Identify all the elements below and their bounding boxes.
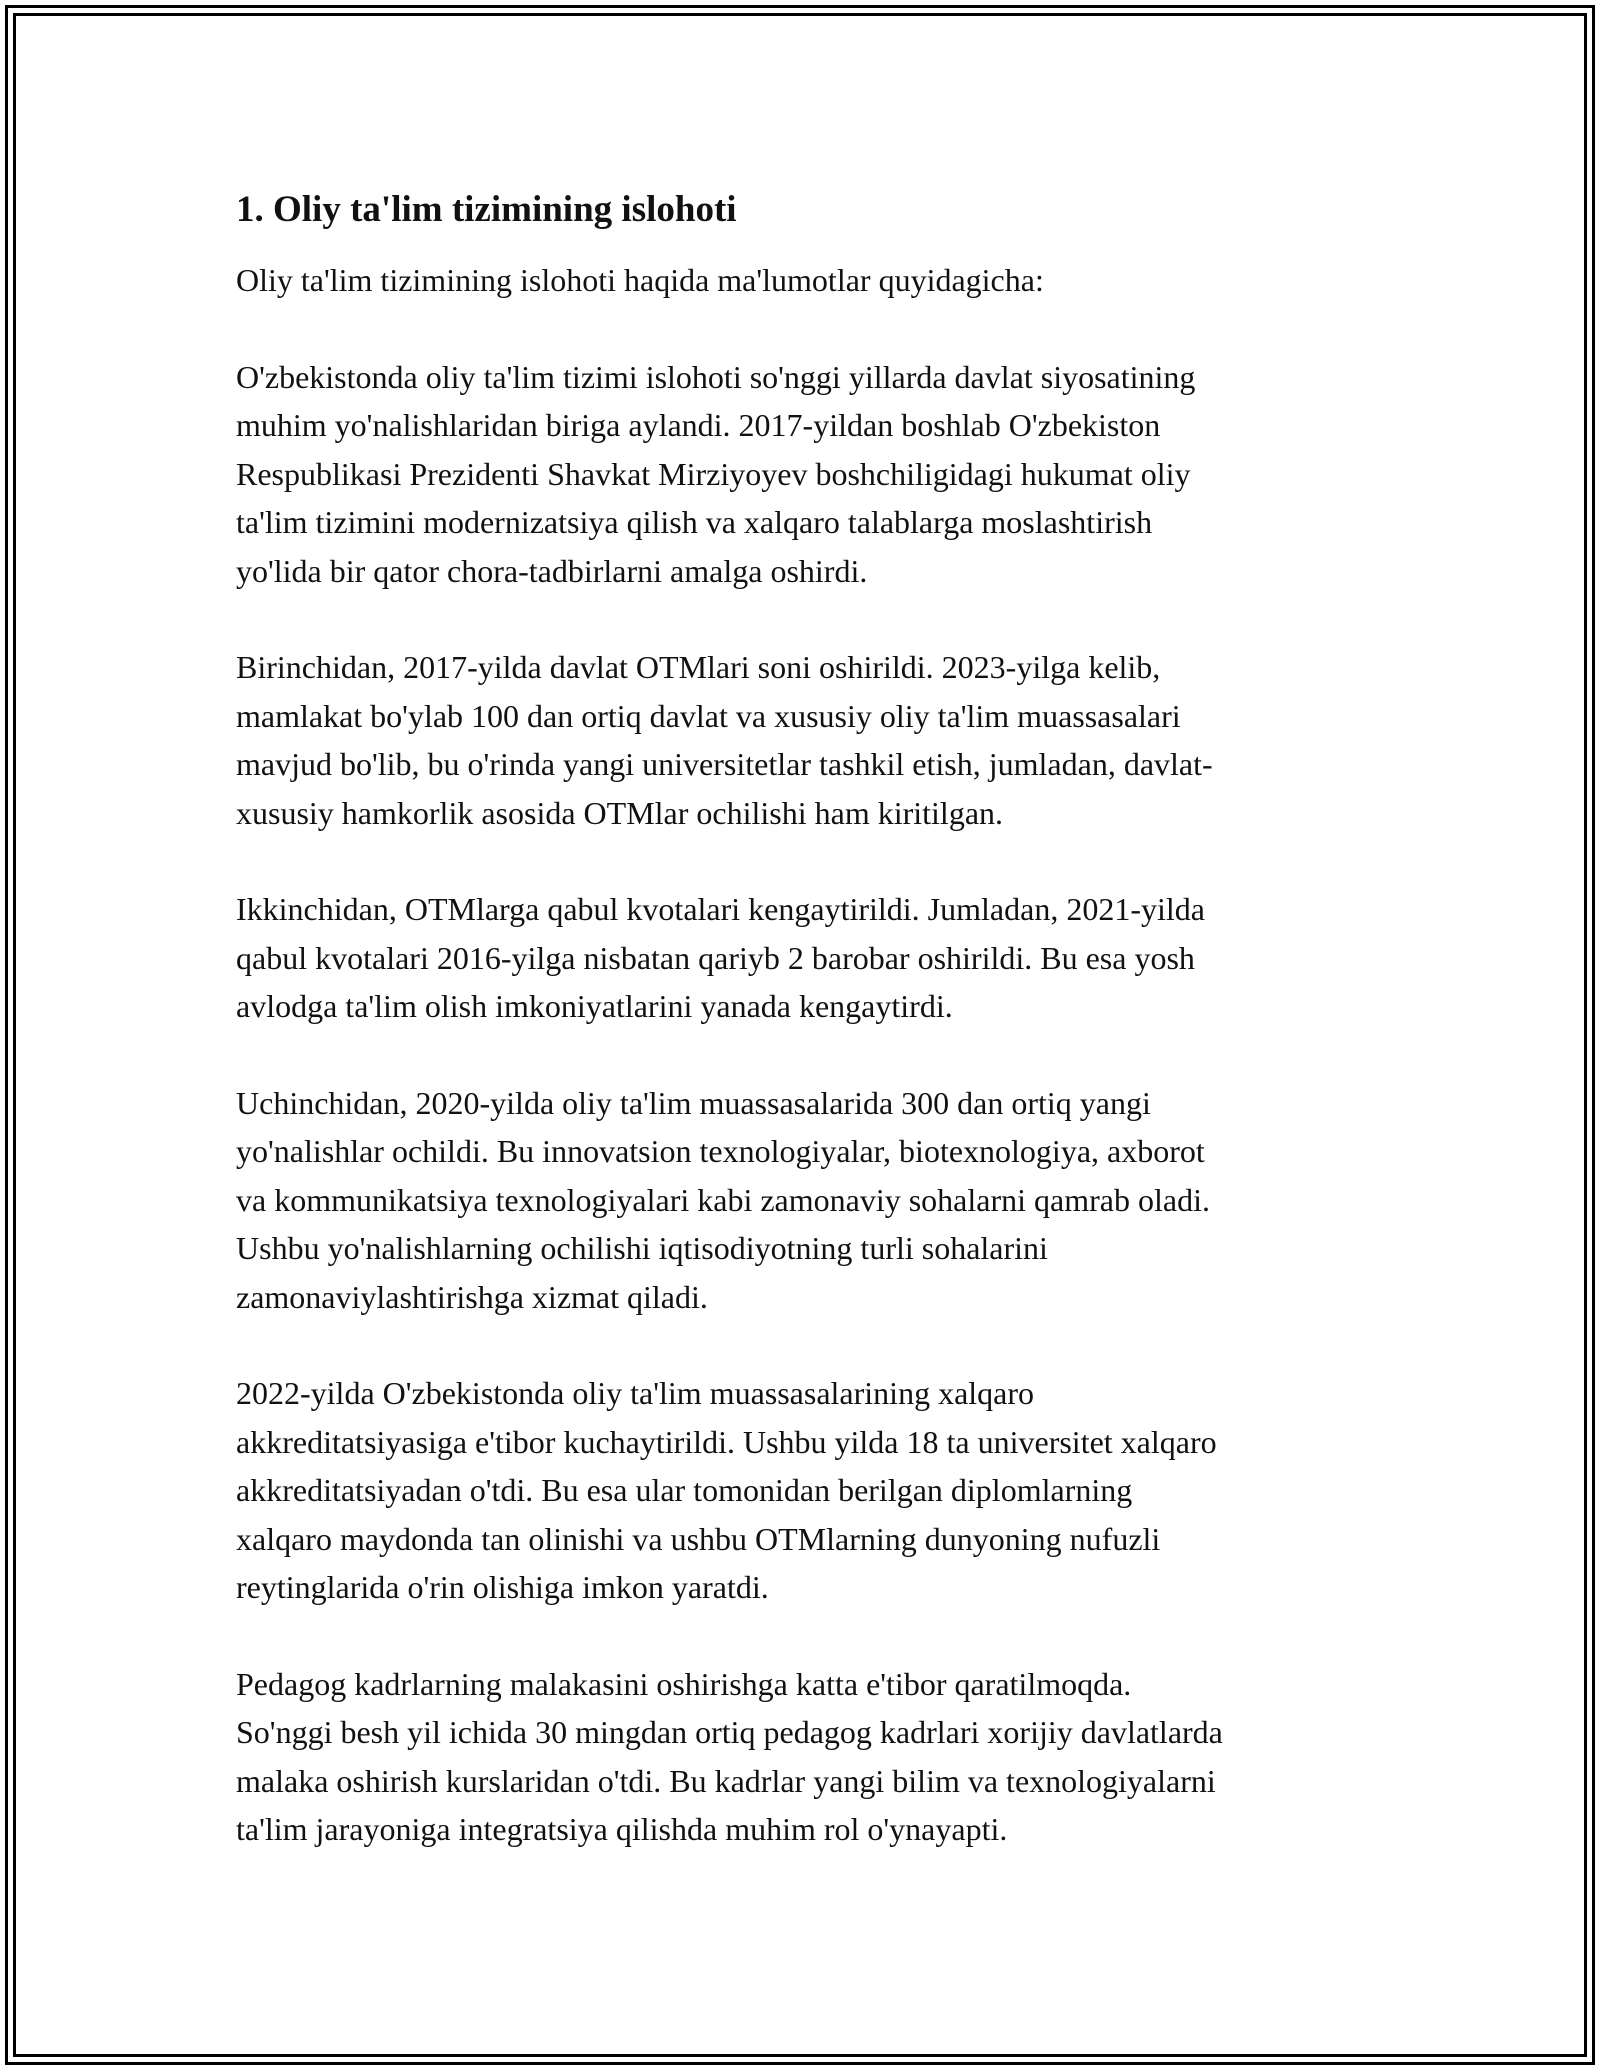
section-heading: 1. Oliy ta'lim tizimining islohoti xyxy=(236,189,737,230)
paragraph-overview: O'zbekistonda oliy ta'lim tizimi islohoti so'nggi yillarda davlat siyosatining muhim yo'nalishlaridan biriga aylandi. 2017-yildan boshlab O'zbekiston Respublikasi Prezidenti Shavkat Mirziyoyev boshchiligidagi hukumat oliy ta'lim tizimini modernizatsiya qilish va xalqaro talablarga moslashtirish yo'lida bir qator chora-tadbirlarni amalga oshirdi. xyxy=(236,358,1196,589)
paragraph-third: Uchinchidan, 2020-yilda oliy ta'lim muassasalarida 300 dan ortiq yangi yo'nalishlar ochildi. Bu innovatsion texnologiyalar, biotexnologiya, axborot va kommunikatsiya texnologiyalari kabi zamonaviy sohalarni qamrab oladi. Ushbu yo'nalishlarning ochilishi iqtisodiyotning turli sohalarini zamonaviylashtirishga xizmat qiladi. xyxy=(236,1084,1210,1315)
paragraph-second: Ikkinchidan, OTMlarga qabul kvotalari kengaytirildi. Jumladan, 2021-yilda qabul kvotalari 2016-yilga nisbatan qariyb 2 barobar oshirildi. Bu esa yosh avlodga ta'lim olish imkoniyatlarini yanada kengaytirdi. xyxy=(236,891,1205,1024)
paragraph-intro: Oliy ta'lim tizimining islohoti haqida ma'lumotlar quyidagicha: xyxy=(236,262,1044,298)
paragraph-teachers: Pedagog kadrlarning malakasini oshirishga katta e'tibor qaratilmoqda. So'nggi besh yil ichida 30 mingdan ortiq pedagog kadrlari xorijiy davlatlarda malaka oshirish kurslaridan o'tdi. Bu kadrlar yangi bilim va texnologiyalarni ta'lim jarayoniga integratsiya qilishda muhim rol o'ynayapti. xyxy=(236,1665,1223,1847)
document-body xyxy=(236,186,1406,1902)
paragraph-first: Birinchidan, 2017-yilda davlat OTMlari soni oshirildi. 2023-yilga kelib, mamlakat bo'ylab 100 dan ortiq davlat va xususiy oliy ta'lim muassasalari mavjud bo'lib, bu o'rinda yangi universitetlar tashkil etish, jumladan, davlat- xususiy hamkorlik asosida OTMlar ochilishi ham kiritilgan. xyxy=(236,649,1213,831)
paragraph-accreditation: 2022-yilda O'zbekistonda oliy ta'lim muassasalarining xalqaro akkreditatsiyasiga e'tibor kuchaytirildi. Ushbu yilda 18 ta universitet xalqaro akkreditatsiyadan o'tdi. Bu esa ular tomonidan berilgan diplomlarning xalqaro maydonda tan olinishi va ushbu OTMlarning dunyoning nufuzli reytinglarida o'rin olishiga imkon yaratdi. xyxy=(236,1375,1217,1605)
